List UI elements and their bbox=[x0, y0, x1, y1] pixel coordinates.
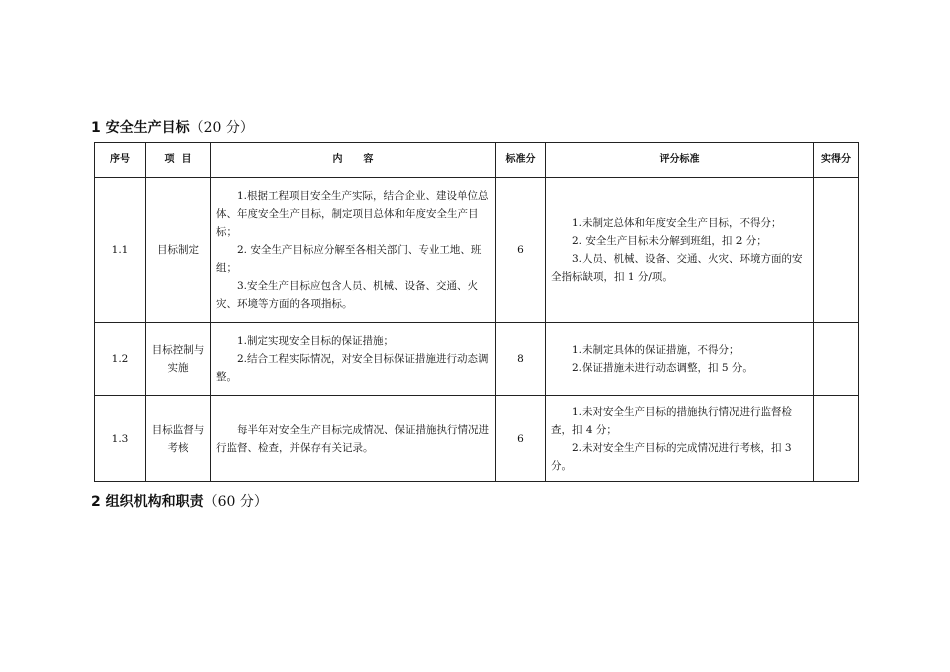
criteria-line: 2.未对安全生产目标的完成情况进行考核，扣 3 分。 bbox=[551, 441, 792, 472]
criteria-line: 2. 安全生产目标未分解到班组，扣 2 分； bbox=[572, 235, 767, 247]
scoring-table bbox=[94, 142, 859, 482]
row-criteria bbox=[546, 323, 814, 396]
row-item: 目标控制与实施 bbox=[146, 323, 211, 396]
table-header-row bbox=[95, 143, 859, 178]
content-line: 1.制定实现安全目标的保证措施； bbox=[237, 335, 395, 347]
content-line: 2.结合工程实际情况，对安全目标保证措施进行动态调整。 bbox=[216, 353, 489, 383]
header-criteria: 评分标准 bbox=[546, 143, 814, 178]
header-item: 项 目 bbox=[146, 143, 211, 178]
section-2-score: （60 分） bbox=[203, 494, 268, 510]
row-criteria bbox=[546, 396, 814, 482]
criteria-line: 2.保证措施未进行动态调整，扣 5 分。 bbox=[572, 362, 753, 374]
section-1-number: 1 bbox=[91, 120, 101, 136]
section-1-heading bbox=[91, 117, 254, 137]
row-standard-score: 8 bbox=[496, 323, 546, 396]
criteria-line: 1.未对安全生产目标的措施执行情况进行监督检查，扣 4 分； bbox=[551, 405, 793, 436]
content-line: 2. 安全生产目标应分解至各相关部门、专业工地、班组； bbox=[216, 244, 482, 274]
row-no: 1.2 bbox=[95, 323, 146, 396]
criteria-line: 1.未制定总体和年度安全生产目标，不得分； bbox=[572, 217, 782, 229]
header-standard: 标准分 bbox=[496, 143, 546, 178]
header-no: 序号 bbox=[95, 143, 146, 178]
table-row bbox=[95, 178, 859, 323]
content-line: 1.根据工程项目安全生产实际，结合企业、建设单位总体、年度安全生产目标，制定项目总体和年度安全生产目标； bbox=[216, 190, 489, 238]
row-content bbox=[211, 396, 496, 482]
section-2-heading bbox=[91, 491, 268, 511]
row-item: 目标制定 bbox=[146, 178, 211, 323]
row-standard-score: 6 bbox=[496, 396, 546, 482]
content-line: 每半年对安全生产目标完成情况、保证措施执行情况进行监督、检查，并保存有关记录。 bbox=[216, 423, 489, 454]
row-no: 1.3 bbox=[95, 396, 146, 482]
content-line: 3.安全生产目标应包含人员、机械、设备、交通、火灾、环境等方面的各项指标。 bbox=[216, 280, 479, 310]
section-1-score: （20 分） bbox=[189, 120, 254, 136]
row-actual-score bbox=[814, 323, 859, 396]
row-item: 目标监督与考核 bbox=[146, 396, 211, 482]
section-2-title: 组织机构和职责 bbox=[105, 494, 204, 510]
section-2-number: 2 bbox=[91, 494, 101, 510]
table-row bbox=[95, 396, 859, 482]
criteria-line: 1.未制定具体的保证措施，不得分； bbox=[572, 344, 740, 356]
section-1-title: 安全生产目标 bbox=[105, 120, 190, 136]
table-row bbox=[95, 323, 859, 396]
row-standard-score: 6 bbox=[496, 178, 546, 323]
row-criteria bbox=[546, 178, 814, 323]
header-actual: 实得分 bbox=[814, 143, 859, 178]
criteria-line: 3.人员、机械、设备、交通、火灾、环境方面的安全指标缺项，扣 1 分/项。 bbox=[551, 253, 803, 283]
row-content bbox=[211, 178, 496, 323]
row-content bbox=[211, 323, 496, 396]
row-actual-score bbox=[814, 178, 859, 323]
row-no: 1.1 bbox=[95, 178, 146, 323]
header-content: 内 容 bbox=[211, 143, 496, 178]
row-actual-score bbox=[814, 396, 859, 482]
